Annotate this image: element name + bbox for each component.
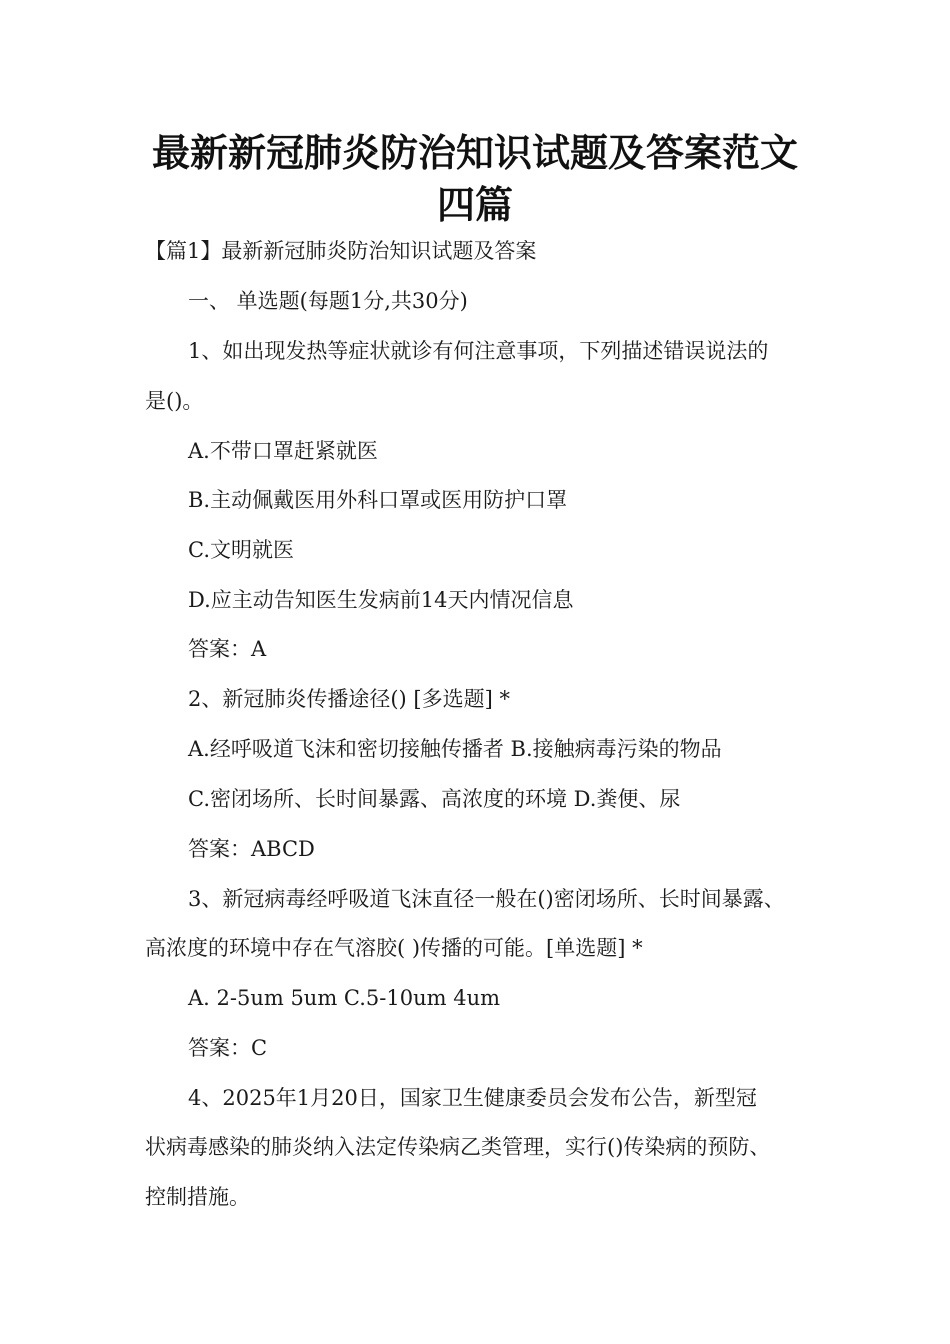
question-3-stem-line-2: 高浓度的环境中存在气溶胶( )传播的可能。[单选题] *	[145, 936, 643, 960]
document-title-line-2: 四篇	[436, 183, 513, 227]
question-3-stem-line-1: 3、新冠病毒经呼吸道飞沫直径一般在()密闭场所、长时间暴露、	[188, 887, 785, 911]
question-4-stem-line-3: 控制措施。	[145, 1185, 250, 1209]
question-2-stem: 2、新冠肺炎传播途径() [多选题] *	[188, 687, 510, 711]
question-1-option-b: B.主动佩戴医用外科口罩或医用防护口罩	[188, 488, 568, 512]
part-heading: 一、 单选题(每题1分,共30分)	[188, 289, 468, 313]
question-3-answer: 答案：C	[188, 1036, 268, 1060]
question-1-option-d: D.应主动告知医生发病前14天内情况信息	[188, 588, 574, 612]
question-1-stem-line-1: 1、如出现发热等症状就诊有何注意事项，下列描述错误说法的	[188, 339, 769, 363]
question-2-options-cd: C.密闭场所、长时间暴露、高浓度的环境 D.粪便、尿	[188, 787, 681, 811]
section-heading: 【篇1】最新新冠肺炎防治知识试题及答案	[145, 239, 537, 263]
question-2-answer: 答案：ABCD	[188, 837, 315, 861]
question-1-option-a: A.不带口罩赶紧就医	[188, 439, 378, 463]
question-1-answer: 答案：A	[188, 637, 267, 661]
question-1-stem-line-2: 是()。	[145, 389, 204, 413]
question-2-options-ab: A.经呼吸道飞沫和密切接触传播者 B.接触病毒污染的物品	[188, 737, 722, 761]
question-3-options: A. 2-5um 5um C.5-10um 4um	[188, 986, 501, 1010]
question-4-stem-line-1: 4、2025年1月20日，国家卫生健康委员会发布公告，新型冠	[188, 1086, 757, 1110]
document-title-line-1: 最新新冠肺炎防治知识试题及答案范文	[151, 131, 798, 175]
question-1-option-c: C.文明就医	[188, 538, 294, 562]
question-4-stem-line-2: 状病毒感染的肺炎纳入法定传染病乙类管理，实行()传染病的预防、	[145, 1135, 771, 1159]
